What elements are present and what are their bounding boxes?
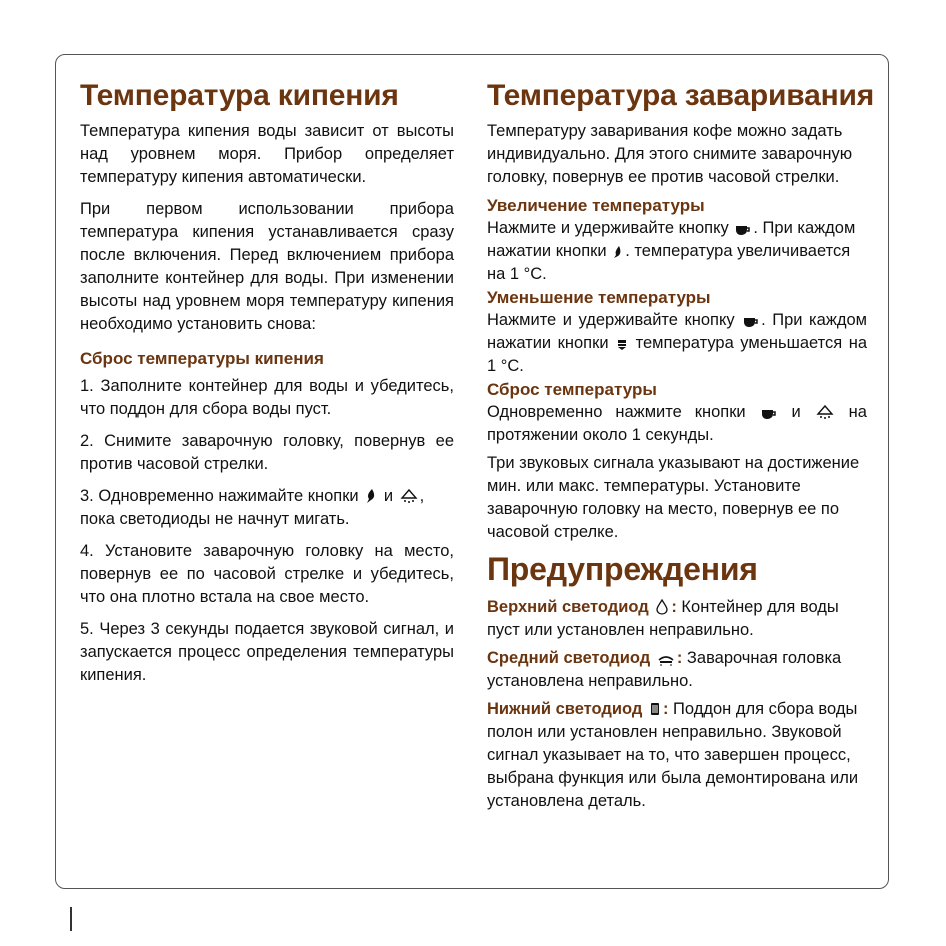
- cup-icon: [743, 316, 759, 328]
- increase-text: Нажмите и удерживайте кнопку . При каждом нажатии кнопки . температура увеличивается на 1 °C.: [487, 219, 856, 283]
- boiling-step-4: 4. Установите заварочную головку на место, повернув ее по часовой стрелке и убедитесь, что она плотно встала на свое место.: [80, 542, 454, 606]
- drip-tray-icon: [649, 701, 661, 717]
- flame-icon: [365, 488, 377, 504]
- cup-icon: [735, 224, 751, 236]
- drip-tray-icon: [617, 339, 627, 351]
- increase-heading: Увеличение температуры: [487, 196, 705, 215]
- decrease-heading: Уменьшение температуры: [487, 288, 711, 307]
- warning-middle-led: Средний светодиод : Заварочная головка установлена неправильно.: [487, 649, 842, 690]
- brew-head-icon: [657, 654, 675, 666]
- warning-bottom-led: Нижний светодиод : Поддон для сбора воды полон или установлен неправильно. Звуковой сигнал указывает на то, что завершен процесс, выбрана функция или была демонтирована или установлена деталь.: [487, 700, 859, 810]
- reset-heading: Сброс температуры: [487, 380, 657, 399]
- boiling-step-1: 1. Заполните контейнер для воды и убедитесь, что поддон для сбора воды пуст.: [80, 377, 454, 418]
- brewing-temperature-section: [487, 78, 875, 813]
- boiling-reset-heading: Сброс температуры кипения: [80, 349, 324, 368]
- boiling-step-3: 3. Одновременно нажимайте кнопки и , пока светодиоды не начнут мигать.: [80, 487, 425, 528]
- brewing-intro: Температуру заваривания кофе можно задать индивидуально. Для этого снимите заварочную головку, повернув ее против часовой стрелки.: [487, 122, 853, 186]
- shower-head-icon: [400, 488, 418, 504]
- warnings-title: Предупреждения: [487, 551, 758, 587]
- page-marker: [70, 907, 72, 931]
- brewing-title: Температура заваривания: [487, 79, 875, 112]
- boiling-intro-1: Температура кипения воды зависит от высоты над уровнем моря. Прибор определяет температуру кипения автоматически.: [80, 122, 454, 186]
- boiling-step-2: 2. Снимите заварочную головку, повернув ее против часовой стрелки.: [80, 432, 454, 473]
- water-drop-icon: [655, 599, 669, 615]
- signals-text: Три звуковых сигнала указывают на достижение мин. или макс. температуры. Установите заварочную головку на место, повернув ее по часовой стрелке.: [487, 454, 860, 541]
- cup-icon: [761, 408, 777, 420]
- boiling-title: Температура кипения: [80, 79, 399, 112]
- warning-top-led: Верхний светодиод : Контейнер для воды пуст или установлен неправильно.: [487, 598, 839, 639]
- shower-head-icon: [816, 404, 834, 420]
- reset-text: Одновременно нажмите кнопки и на протяжении около 1 секунды.: [487, 403, 867, 444]
- boiling-intro-2: При первом использовании прибора температура кипения устанавливается сразу после включения. Перед включением прибора заполните контейнер для воды. При изменении высоты над уровнем моря температуру кипения необходимо установить снова:: [80, 200, 454, 333]
- drip-icon: [613, 245, 623, 259]
- boiling-temperature-section: [80, 78, 454, 687]
- decrease-text: Нажмите и удерживайте кнопку . При каждом нажатии кнопки температура уменьшается на 1 °C.: [487, 311, 868, 375]
- boiling-step-5: 5. Через 3 секунды подается звуковой сигнал, и запускается процесс определения температуры кипения.: [80, 620, 454, 684]
